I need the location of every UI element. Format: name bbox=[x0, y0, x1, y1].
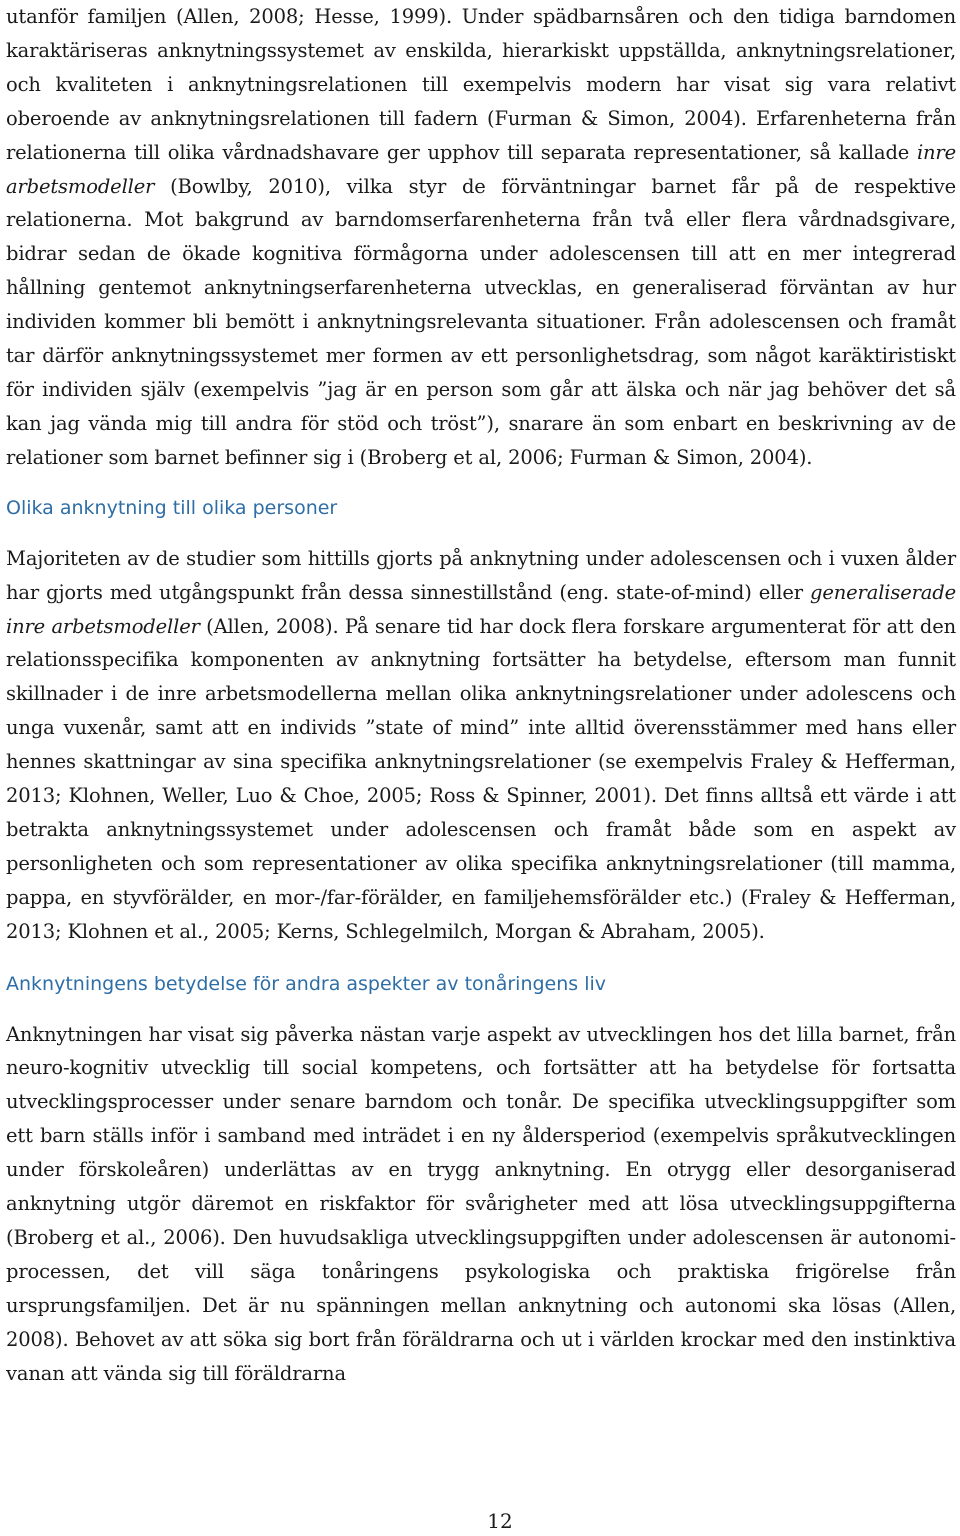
italic-term: generaliserade inre arbetsmodeller bbox=[6, 580, 956, 638]
page-content bbox=[6, 0, 956, 1391]
paragraph-adolescence: Anknytningen har visat sig påverka nästan varje aspekt av utvecklingen hos det lilla barnet, från neuro-kognitiv utvecklig till social kompetens, och fortsätter att ha betydelse för fortsatta utvecklingsprocesser under senare barndom och tonår. De specifika utvecklingsuppgifter som ett barn ställs inför i samband med inträdet i en ny åldersperiod (exempelvis språkutvecklingen under förskoleåren) underlättas av en trygg anknytning. En otrygg eller desorganiserad anknytning utgör däremot en riskfaktor för svårigheter med att lösa utvecklingsuppgifterna (Broberg et al., 2006). Den huvudsakliga utvecklingsuppgiften under adolescensen är autonomi-processen, det vill säga tonåringens psykologiska och praktiska frigörelse från ursprungsfamiljen. Det är nu spänningen mellan anknytning och autonomi ska lösas (Allen, 2008). Behovet av att söka sig bort från föräldrarna och ut i världen krockar med den instinktiva vanan att vända sig till föräldrarna bbox=[6, 1022, 956, 1385]
paragraph-text: (Bowlby, 2010), vilka styr de förväntningar barnet får på de respektive relationerna. Mot bakgrund av barndomserfarenheterna från två eller flera vårdnadsgivare, bidrar sedan de ökade kognitiva förmågorna under adolescensen till att en mer integrerad hållning gentemot anknytningserfarenheterna utvecklas, en generaliserad förväntan av hur individen kommer bli bemött i anknytningsrelevanta situationer. Från adolescensen och framåt tar därför anknytningssystemet mer formen av ett personlighetsdrag, som något karäktiristiskt för individen själv (exempelvis ”jag är en person som går att älska och när jag behöver det så kan jag vända mig till andra för stöd och tröst”), snarare än som enbart en beskrivning av de relationer som barnet befinner sig i (Broberg et al, 2006; Furman & Simon, 2004). bbox=[6, 174, 956, 469]
section-heading: Olika anknytning till olika personer bbox=[6, 496, 338, 519]
paragraph-text: (Allen, 2008). På senare tid har dock flera forskare argumenterat för att den relationsspecifika komponenten av anknytning fortsätter ha betydelse, eftersom man funnit skillnader i de inre arbetsmodellerna mellan olika anknytningsrelationer under adolescens och unga vuxenår, samt att en individs ”state of mind” inte alltid överensstämmer med hans eller hennes skattningar av sina specifika anknytningsrelationer (se exempelvis Fraley & Hefferman, 2013; Klohnen, Weller, Luo & Choe, 2005; Ross & Spinner, 2001). Det finns alltså ett värde i att betrakta anknytningssystemet under adolescensen och framåt både som en aspekt av personligheten och som representationer av olika specifika anknytningsrelationer (till mamma, pappa, en styvförälder, en mor-/far-förälder, en familjehemsförälder etc.) (Fraley & Hefferman, 2013; Klohnen et al., 2005; Kerns, Schlegelmilch, Morgan & Abraham, 2005). bbox=[6, 614, 956, 943]
page-number: 12 bbox=[487, 1509, 513, 1533]
section-heading: Anknytningens betydelse för andra aspekter av tonåringens liv bbox=[6, 972, 607, 995]
italic-term: inre arbetsmodeller bbox=[6, 140, 956, 198]
paragraph-attachment-development bbox=[6, 0, 956, 475]
paragraph-text: utanför familjen (Allen, 2008; Hesse, 1999). Under spädbarnsåren och den tidiga barndomen karaktäriseras anknytningssystemet av enskilda, hierarkiskt uppställda, anknytningsrelationer, och kvaliteten i anknytningsrelationen till exempelvis modern har visat sig vara relativt oberoende av anknytningsrelationen till fadern (Furman & Simon, 2004). Erfarenheterna från relationerna till olika vårdnadshavare ger upphov till separata representationer, så kallade bbox=[6, 5, 956, 164]
paragraph-state-of-mind bbox=[6, 542, 956, 949]
paragraph-text: Majoriteten av de studier som hittills gjorts på anknytning under adolescensen och i vuxen ålder har gjorts med utgångspunkt från dessa sinnestillstånd (eng. state-of-mind) eller bbox=[6, 546, 956, 604]
